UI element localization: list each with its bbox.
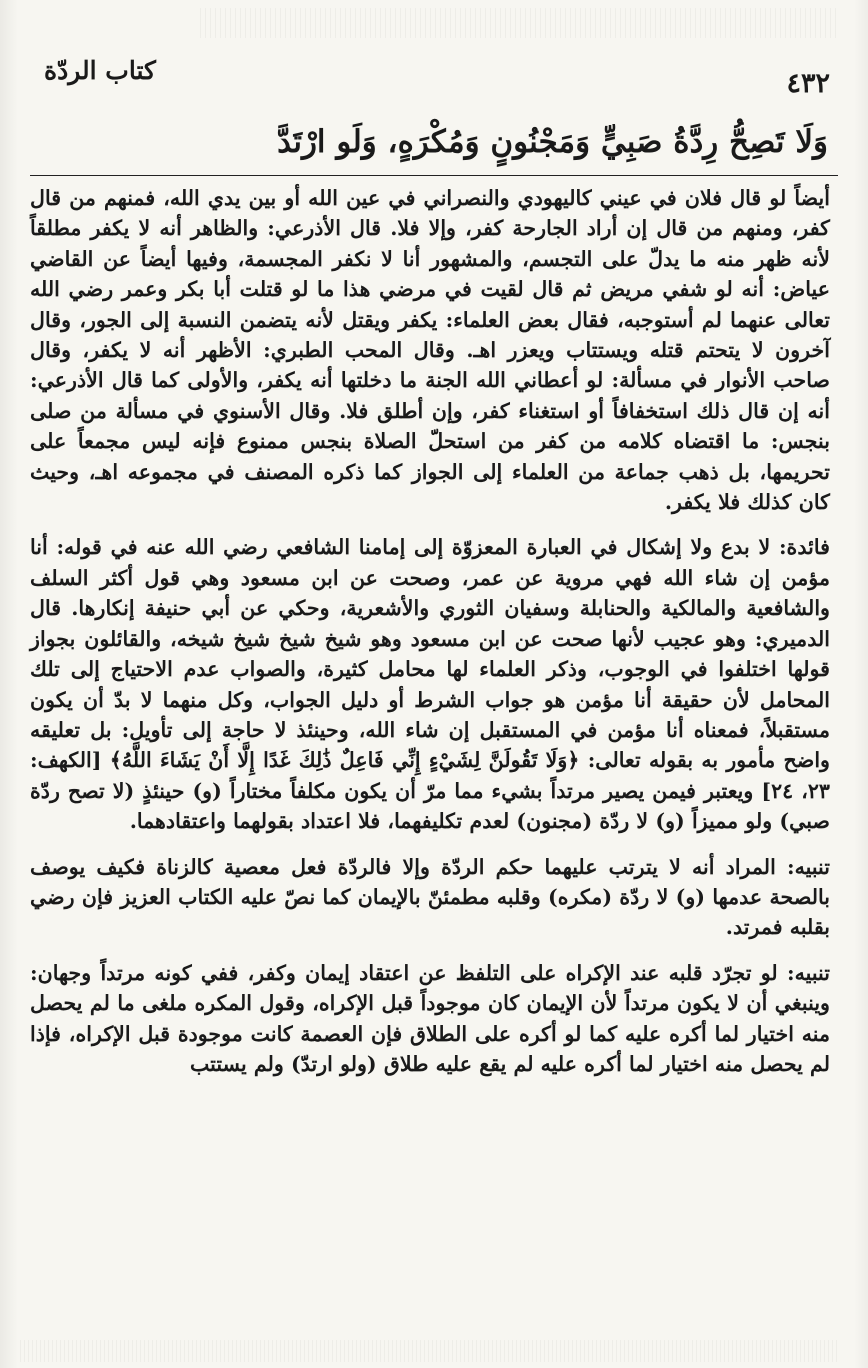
commentary-body: [30, 183, 830, 1079]
paragraph-lead: فائدة:: [778, 535, 830, 560]
paragraph: [30, 958, 830, 1080]
paragraph: [30, 183, 830, 517]
paragraph-lead: تنبيه:: [786, 854, 830, 879]
paragraph-text: لا بدع ولا إشكال في العبارة المعزوّة إلى إمامنا الشافعي رضي الله عنه في قوله: أنا مؤمن إن شاء الله فهي مروية عن عمر، وصحت عن ابن مسعود وهي قول أكثر السلف والشافعية والمالكية والحنابلة وسفيان الثوري والأشعرية، وحكي عن أبي حنيفة إنكارها. قال الدميري: وهو عجيب لأنها صحت عن ابن مسعود وهو شيخ شيخ شيخ شيخه، والقائلون بجواز قولها اختلفوا في الوجوب، وذكر العلماء لها محامل كثيرة، والصواب عدم الاحتياج إلى تلك المحامل لأن حقيقة أنا مؤمن هو جواب الشرط أو دليل الجواب، وكل منهما لا بدّ أن يكون مستقبلاً، فمعناه أنا مؤمن في المستقبل إن شاء الله، وحينئذ لا حاجة إلى تأويل: بل تعليقه واضح مأمور به بقوله تعالى: ﴿وَلَا تَقُولَنَّ لِشَيْءٍ إِنِّي فَاعِلٌ ذَٰلِكَ غَدًا إِلَّا أَنْ يَشَاءَ اللَّهُ﴾ [الكهف: ٢٣، ٢٤] ويعتبر فيمن يصير مرتداً بشيء مما مرّ أن يكون مكلفاً مختاراً (و) حينئذٍ (لا تصح ردّة صبي) ولو مميزاً (و) لا ردّة (مجنون) لعدم تكليفهما، فلا اعتداد بقولهما واعتقادهما.: [30, 535, 830, 834]
matn-divider: [30, 175, 838, 176]
paragraph-text: لو تجرّد قلبه عند الإكراه على التلفظ عن اعتقاد إيمان وكفر، ففي كونه مرتداً وجهان: وينبغي أن لا يكون مرتداً لأن الإيمان كان موجوداً قبل الإكراه، وقول المكره ملغى ما لم يحصل منه اختيار لما أكره عليه كما لو أكره على الطلاق فإن العصمة كانت موجودة قبل الإكراه، فإذا لم يحصل منه اختيار لما أكره عليه لم يقع عليه طلاق (ولو ارتدّ) ولم يستتب: [30, 960, 830, 1076]
scan-noise-top: [200, 8, 840, 38]
paragraph: [30, 852, 830, 943]
page-number: ٤٣٢: [786, 68, 830, 99]
paragraph-text: أيضاً لو قال فلان في عيني كاليهودي والنصراني في عين الله أو بين يدي الله، فمنهم من قال كفر، ومنهم من قال إن أراد الجارحة كفر، وإلا فلا. قال الأذرعي: والظاهر أنه لا يكفر مطلقاً لأنه ظهر منه ما يدلّ على التجسم، والمشهور أنا لا نكفر المجسمة، وفيها أيضاً عن القاضي عياض: أنه لو شفي مريض ثم قال لقيت في مرضي هذا ما لو قتلت أبا بكر وعمر رضي الله تعالى عنهما لم أستوجبه، فقال بعض العلماء: يكفر ويقتل لأنه يتضمن النسبة إلى الجور، وقال آخرون لا يتحتم قتله ويستتاب ويعزر اهـ. وقال المحب الطبري: الأظهر أنه لا يكفر، وقال صاحب الأنوار في مسألة: لو أعطاني الله الجنة ما دخلتها أنه يكفر، والأولى كما قال الأذرعي: أنه إن قال ذلك استخفافاً أو استغناء كفر، وإن أطلق فلا. وقال الأسنوي في مسألة من صلى بنجس: ما اقتضاه كلامه من كفر من استحلّ الصلاة بنجس ممنوع فإنه ليس مجمعاً على تحريمها، بل ذهب جماعة من العلماء إلى الجواز كما ذكره المصنف في مجموعه اهـ، وحيث كان كذلك فلا يكفر.: [30, 186, 830, 515]
running-head-title: كتاب الردّة: [44, 56, 156, 85]
paragraph-text: المراد أنه لا يترتب عليهما حكم الردّة وإلا فالردّة فعل معصية كالزناة فكيف يوصف بالصحة عدمها (و) لا ردّة (مكره) وقلبه مطمئنّ بالإيمان كما نصّ عليه الكتاب العزيز فإن رضي بقلبه فمرتد.: [30, 854, 830, 940]
paragraph: [30, 532, 830, 836]
matn-text: وَلَا تَصِحُّ رِدَّةُ صَبِيٍّ وَمَجْنُونٍ وَمُكْرَهٍ، وَلَو ارْتَدَّ: [277, 124, 828, 160]
page-header: [30, 54, 838, 104]
paragraph-lead: تنبيه:: [786, 960, 830, 985]
scan-noise-bottom: [20, 1340, 840, 1362]
